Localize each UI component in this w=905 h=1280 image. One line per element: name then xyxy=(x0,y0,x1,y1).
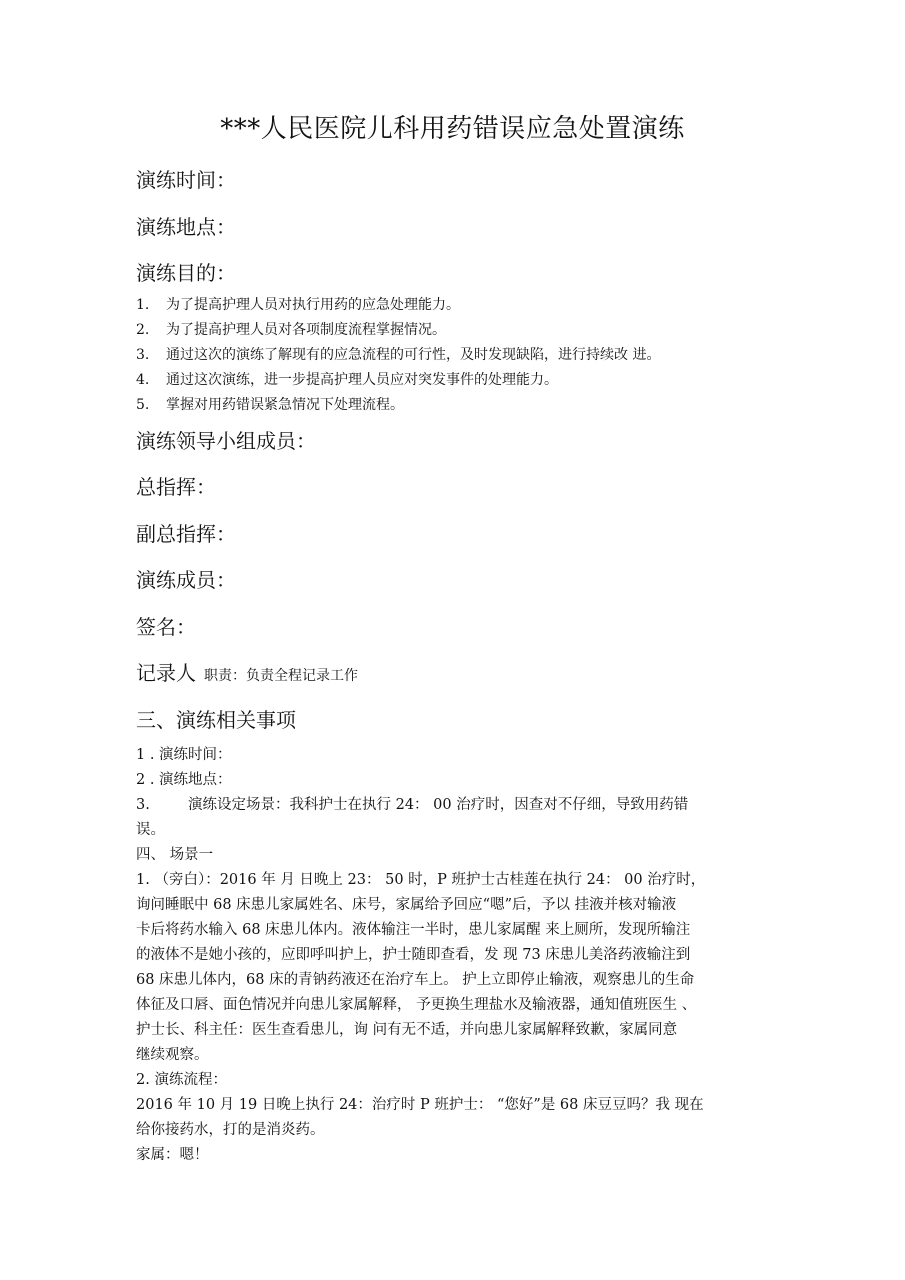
scene-line: 体征及口唇、面色情况并向患儿家属解释， 予更换生理盐水及输液器，通知值班医生 、 xyxy=(136,997,697,1013)
recorder-label: 记录人 xyxy=(136,661,196,685)
recorder-duty: 职责：负责全程记录工作 xyxy=(204,668,358,684)
signature-label: 签名： xyxy=(136,615,196,639)
s3-item-1: 1 . 演练时间： xyxy=(136,747,232,763)
flow-line: 给你接药水，打的是消炎药。 xyxy=(136,1122,325,1138)
flow-line: 家属：嗯！ xyxy=(136,1147,209,1163)
list-item: 1. 为了提高护理人员对执行用药的应急处理能力。 xyxy=(136,297,460,313)
list-item: 3. 通过这次的演练了解现有的应急流程的可行性，及时发现缺陷，进行持续改 进。 xyxy=(136,347,661,363)
scene-line: 卡后将药水输入 68 床患儿体内。液体输注一半时，患儿家属醒 来上厕所，发现所输注 xyxy=(136,922,691,938)
document-title: ***人民医院儿科用药错误应急处置演练 xyxy=(220,114,685,144)
leadership-label: 演练领导小组成员： xyxy=(136,429,316,453)
s3-item-2: 2 . 演练地点： xyxy=(136,772,232,788)
commander-label: 总指挥： xyxy=(136,475,216,499)
flow-line: 2016 年 10 月 19 日晚上执行 24：治疗时 P 班护士： “您好”是 68 床豆豆吗？我 现在 xyxy=(136,1097,704,1113)
flow-title: 2. 演练流程： xyxy=(136,1072,227,1088)
members-label: 演练成员： xyxy=(136,568,236,592)
section3-title: 三、演练相关事项 xyxy=(136,708,296,732)
body-text xyxy=(136,743,776,1168)
scene-line: 护士长、科主任：医生查看患儿，询 问有无不适，并向患儿家属解释致歉，家属同意 xyxy=(136,1022,678,1038)
scene-line: 继续观察。 xyxy=(136,1047,209,1063)
purpose-list xyxy=(136,293,776,418)
list-item: 5. 掌握对用药错误紧急情况下处理流程。 xyxy=(136,397,404,413)
list-item: 2. 为了提高护理人员对各项制度流程掌握情况。 xyxy=(136,322,446,338)
drill-place-label: 演练地点： xyxy=(136,215,236,239)
scene-line: 1. （旁白）：2016 年 月 日晚上 23： 50 时，P 班护士古桂莲在执行 24： 00 治疗时， xyxy=(136,872,706,888)
scene-line: 的液体不是她小孩的，应即呼叫护上，护士随即查看，发 现 73 床患儿美洛药液输注到 xyxy=(136,947,691,963)
s3-item-3: 3. 演练设定场景：我科护士在执行 24： 00 治疗时，因查对不仔细，导致用药错 xyxy=(136,797,689,813)
drill-time-label: 演练时间： xyxy=(136,168,236,192)
s3-item-3-cont: 误。 xyxy=(136,822,165,838)
vice-commander-label: 副总指挥： xyxy=(136,522,236,546)
recorder-line xyxy=(136,659,358,690)
scene-line: 68 床患儿体内，68 床的青钠药液还在治疗车上。 护上立即停止输液，观察患儿的生命 xyxy=(136,972,695,988)
drill-purpose-label: 演练目的： xyxy=(136,261,236,285)
scene-line: 询问睡眠中 68 床患儿家属姓名、床号，家属给予回应“嗯”后，予以 挂液并核对输液 xyxy=(136,897,677,913)
section4-title: 四、 场景一 xyxy=(136,847,214,863)
list-item: 4. 通过这次演练，进一步提高护理人员应对突发事件的处理能力。 xyxy=(136,372,558,388)
